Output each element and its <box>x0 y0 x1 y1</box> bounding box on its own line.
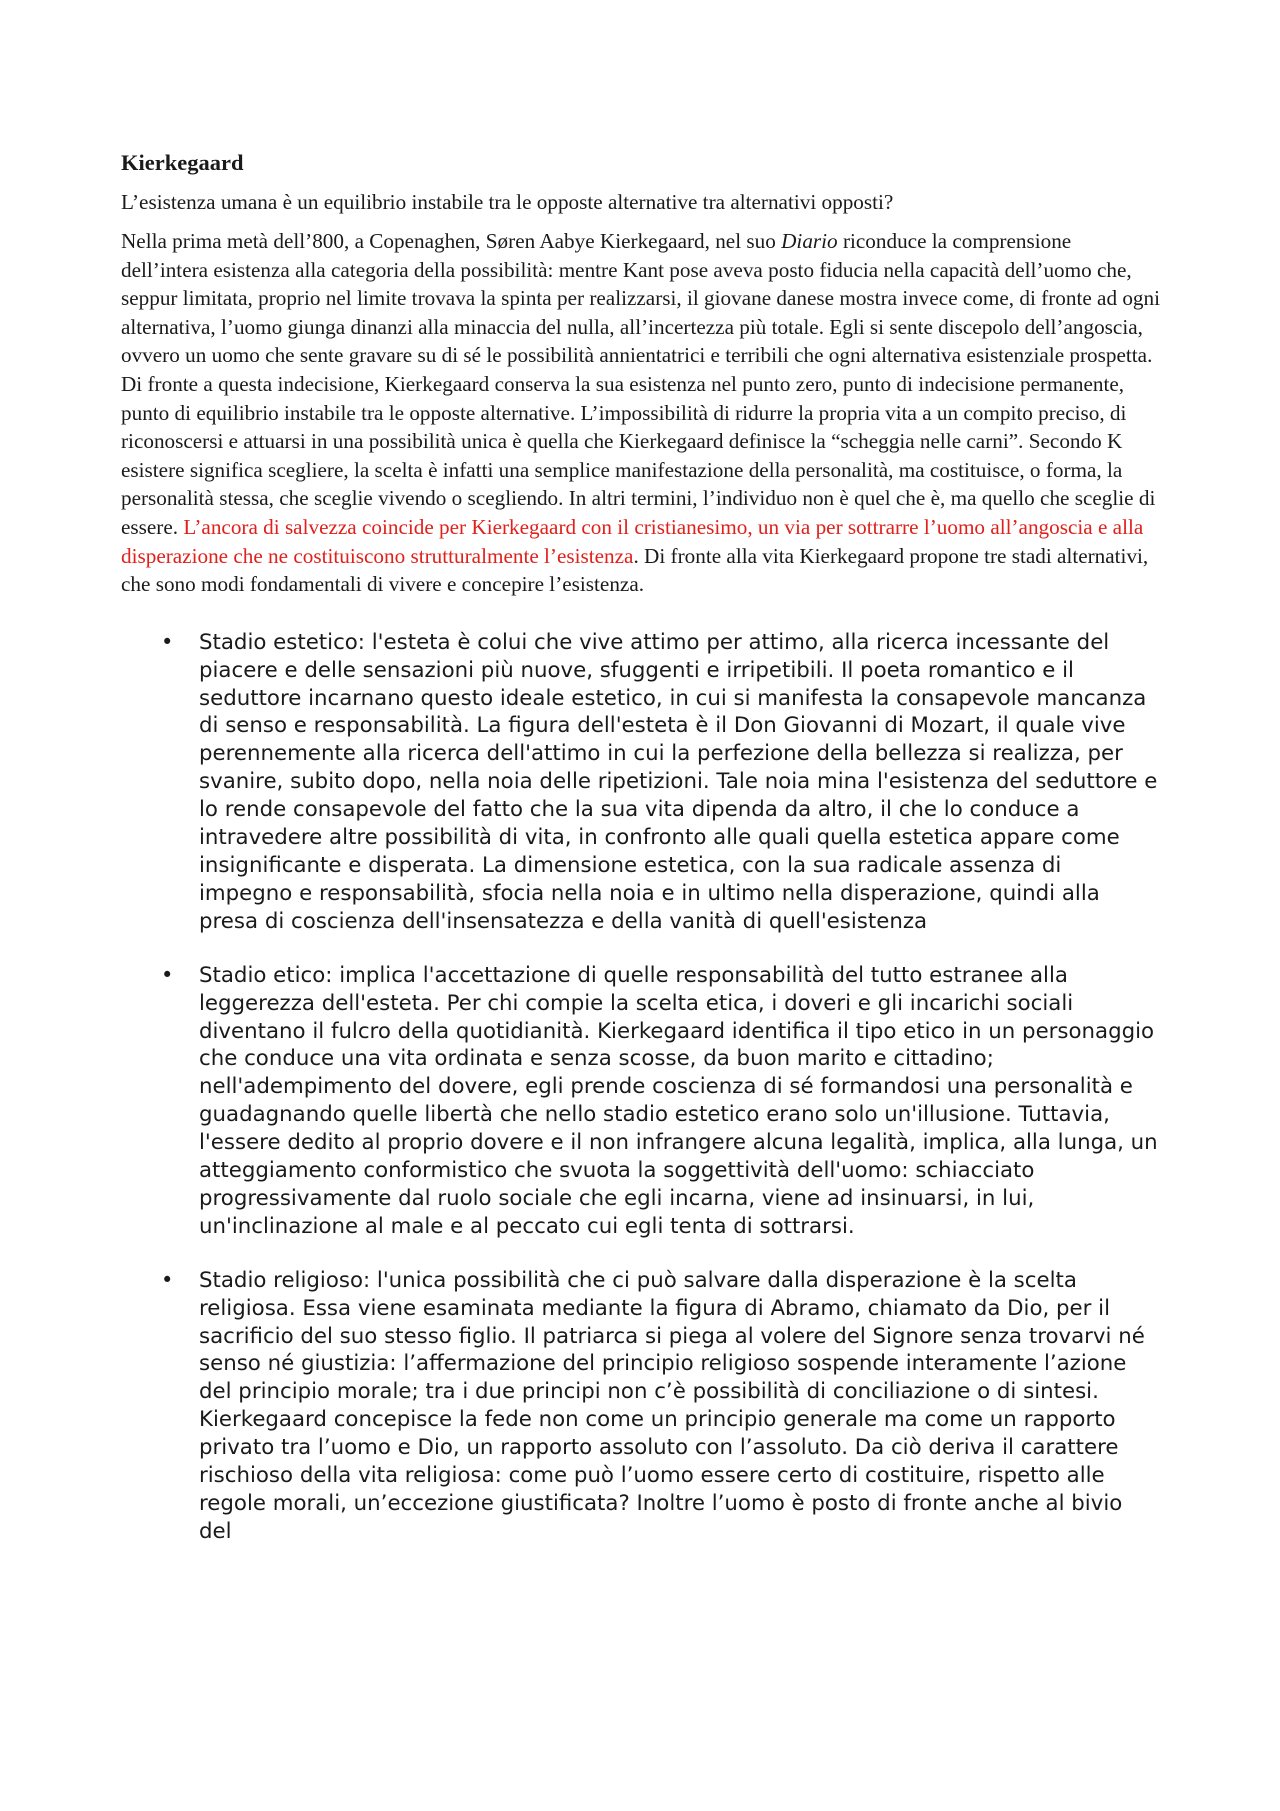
intro-paragraph <box>121 227 1161 599</box>
stage-text: Stadio etico: implica l'accettazione di quelle responsabilità del tutto estranee alla leggerezza dell'esteta. Per chi compie la scelta etica, i doveri e gli incarichi sociali diventano il fulcro della quotidianità. Kierkegaard identifica il tipo etico in un personaggio che conduce una vita ordinata e senza scosse, da buon marito e cittadino; nell'adempimento del dovere, egli prende coscienza di sé formandosi una personalità e guadagnando quelle libertà che nello stadio estetico erano solo un'illusione. Tuttavia, l'essere dedito al proprio dovere e il non infrangere alcuna legalità, implica, alla lunga, un atteggiamento conformistico che svuota la soggettività dell'uomo: schiacciato progressivamente dal ruolo sociale che egli incarna, viene ad insinuarsi, in lui, un'inclinazione al male e al peccato cui egli tenta di sottrarsi. <box>199 962 1158 1239</box>
opening-question: L’esistenza umana è un equilibrio instabile tra le opposte alternative tra alternativi opposti? <box>121 190 894 214</box>
stage-text: Stadio religioso: l'unica possibilità che ci può salvare dalla disperazione è la scelta religiosa. Essa viene esaminata mediante la figura di Abramo, chiamato da Dio, per il sacrificio del suo stesso figlio. Il patriarca si piega al volere del Signore senza trovarvi né senso né giustizia: l’affermazione del principio religioso sospende interamente l’azione del principio morale; tra i due principi non c’è possibilità di conciliazione o di sintesi. Kierkegaard concepisce la fede non come un principio generale ma come un rapporto privato tra l’uomo e Dio, un rapporto assoluto con l’assoluto. Da ciò deriva il carattere rischioso della vita religiosa: come può l’uomo essere certo di costituire, rispetto alle regole morali, un’eccezione giustificata? Inoltre l’uomo è posto di fronte anche al bivio del <box>199 1267 1145 1544</box>
intro-text-start: Nella prima metà dell’800, a Copenaghen, Søren Aabye Kierkegaard, nel suo <box>121 229 782 253</box>
bullet-icon: • <box>161 1267 174 1292</box>
stages-list <box>121 629 1161 1546</box>
list-item-stadio-estetico <box>121 629 1161 936</box>
highlighted-red-sentence: L’ancora di salvezza coincide per Kierkegaard con il cristianesimo, un via per sottrarre l’uomo all’angoscia e alla disperazione che ne costituiscono strutturalmente l’esistenza <box>121 514 1144 568</box>
bullet-icon: • <box>161 629 174 654</box>
bullet-icon: • <box>161 962 174 987</box>
intro-text-end: . Di fronte alla vita Kierkegaard propone tre stadi alternativi, che sono modi fondamentali di vivere e concepire l’esistenza. <box>121 543 1149 597</box>
stage-text: Stadio estetico: l'esteta è colui che vive attimo per attimo, alla ricerca incessante del piacere e delle sensazioni più nuove, sfuggenti e irripetibili. Il poeta romantico e il seduttore incarnano questo ideale estetico, in cui si manifesta la consapevole mancanza di senso e responsabilità. La figura dell'esteta è il Don Giovanni di Mozart, il quale vive perennemente alla ricerca dell'attimo in cui la perfezione della bellezza si realizza, per svanire, subito dopo, nella noia delle ripetizioni. Tale noia mina l'esistenza del seduttore e lo rende consapevole del fatto che la sua vita dipenda da altro, il che lo conduce a intravedere altre possibilità di vita, in confronto alle quali quella estetica appare come insignificante e disperata. La dimensione estetica, con la sua radicale assenza di impegno e responsabilità, sfocia nella noia e in ultimo nella disperazione, quindi alla presa di coscienza dell'insensatezza e della vanità di quell'esistenza <box>199 629 1158 934</box>
document-body <box>121 148 1161 1572</box>
diario-italic-title: Diario <box>781 229 838 253</box>
intro-text-middle: riconduce la comprensione dell’intera esistenza alla categoria della possibilità: mentre Kant pose aveva posto fiducia nella capacità dell’uomo che, seppur limitata, proprio nel limite trovava la spinta per realizzarsi, il giovane danese mostra invece come, di fronte ad ogni alternativa, l’uomo giunga dinanzi alla minaccia del nulla, all’incertezza più totale. Egli si sente discepolo dell’angoscia, ovvero un uomo che sente gravare su di sé le possibilità annientatrici e terribili che ogni alternativa esistenziale prospetta. Di fronte a questa indecisione, Kierkegaard conserva la sua esistenza nel punto zero, punto di indecisione permanente, punto di equilibrio instabile tra le opposte alternative. L’impossibilità di ridurre la propria vita a un compito preciso, di riconoscersi e attuarsi in una possibilità unica è quella che Kierkegaard definisce la “scheggia nelle carni”. Secondo K esistere significa scegliere, la scelta è infatti una semplice manifestazione della personalità, ma costituisce, o forma, la personalità stessa, che sceglie vivendo o scegliendo. In altri termini, l’individuo non è quel che è, ma quello che sceglie di essere. <box>121 229 1161 539</box>
list-item-stadio-religioso <box>121 1267 1161 1546</box>
list-item-stadio-etico <box>121 962 1161 1241</box>
document-title: Kierkegaard <box>121 150 244 175</box>
